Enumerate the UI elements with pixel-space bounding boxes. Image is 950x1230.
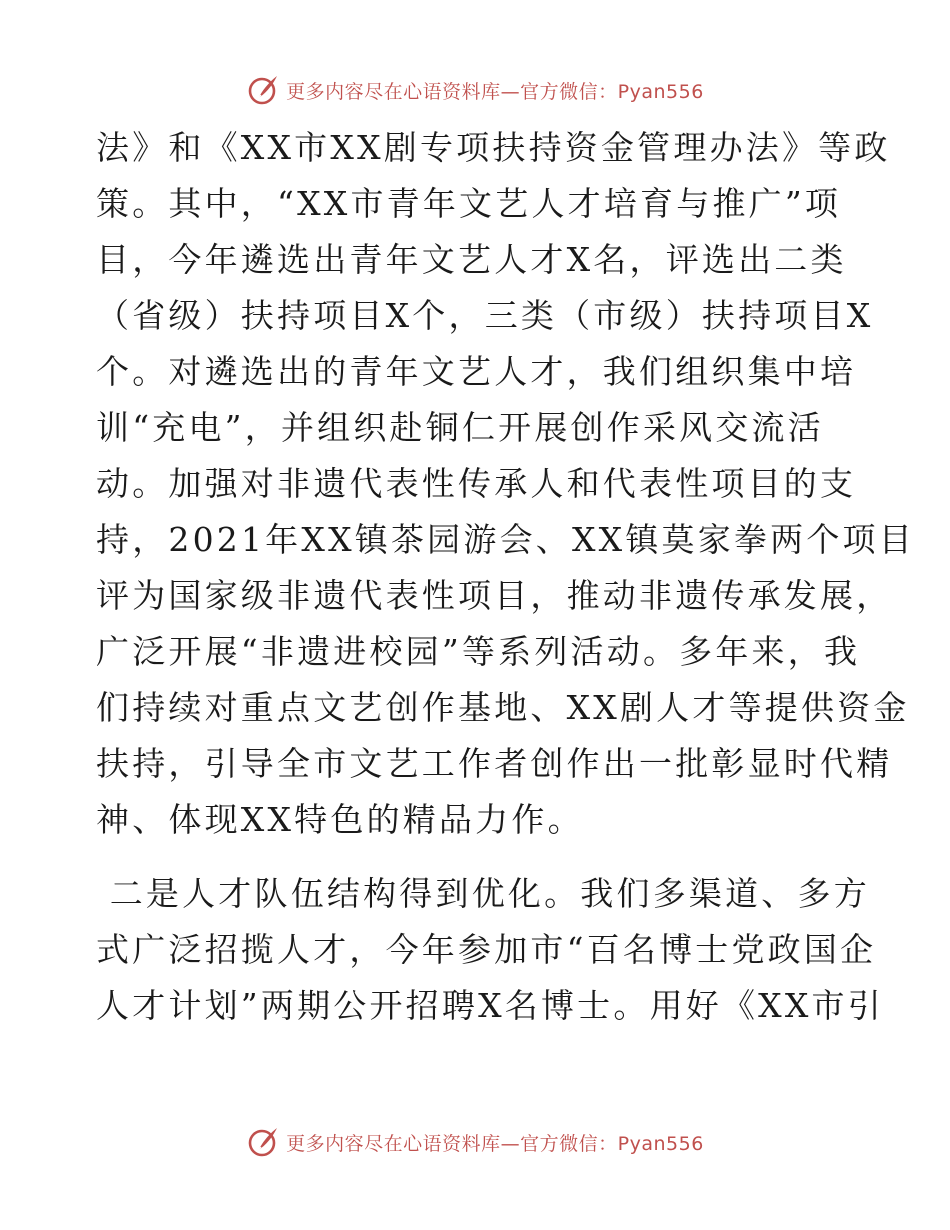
text-line: 动。加强对非遗代表性传承人和代表性项目的支 [96, 464, 857, 503]
text-line: 神、体现XX特色的精品力作。 [96, 800, 584, 839]
header-watermark [0, 70, 950, 110]
text-line: 人才计划”两期公开招聘X名博士。用好《XX市引 [96, 986, 884, 1025]
text-line: 评为国家级非遗代表性项目，推动非遗传承发展， [96, 576, 893, 615]
footer-watermark [0, 1122, 950, 1162]
text-line: 策。其中，“XX市青年文艺人才培育与推广”项 [96, 184, 842, 223]
text-line: 广泛开展“非遗进校园”等系列活动。多年来，我 [96, 632, 861, 671]
paragraph-2 [96, 866, 884, 1034]
quill-circle-icon [246, 1125, 280, 1159]
text-line: （省级）扶持项目X个，三类（市级）扶持项目X [96, 296, 874, 335]
text-line: 目，今年遴选出青年文艺人才X名，评选出二类 [96, 240, 847, 279]
document-body [96, 120, 915, 1034]
paragraph-1 [96, 120, 915, 848]
text-line: 二是人才队伍结构得到优化。我们多渠道、多方 [96, 874, 870, 913]
watermark-text: 更多内容尽在心语资料库—官方微信：Pyan556 [286, 80, 704, 103]
text-line: 扶持，引导全市文艺工作者创作出一批彰显时代精 [96, 744, 893, 783]
text-line: 们持续对重点文艺创作基地、XX剧人才等提供资金 [96, 688, 910, 727]
quill-circle-icon [246, 73, 280, 107]
text-line: 式广泛招揽人才，今年参加市“百名博士党政国企 [96, 930, 877, 969]
text-line: 持，2021年XX镇茶园游会、XX镇莫家拳两个项目 [96, 520, 915, 559]
text-line: 个。对遴选出的青年文艺人才，我们组织集中培 [96, 352, 857, 391]
watermark-text: 更多内容尽在心语资料库—官方微信：Pyan556 [286, 1132, 704, 1155]
text-line: 训“充电”，并组织赴铜仁开展创作采风交流活 [96, 408, 824, 447]
paragraph-spacer [96, 848, 866, 866]
text-line: 法》和《XX市XX剧专项扶持资金管理办法》等政 [96, 128, 891, 167]
